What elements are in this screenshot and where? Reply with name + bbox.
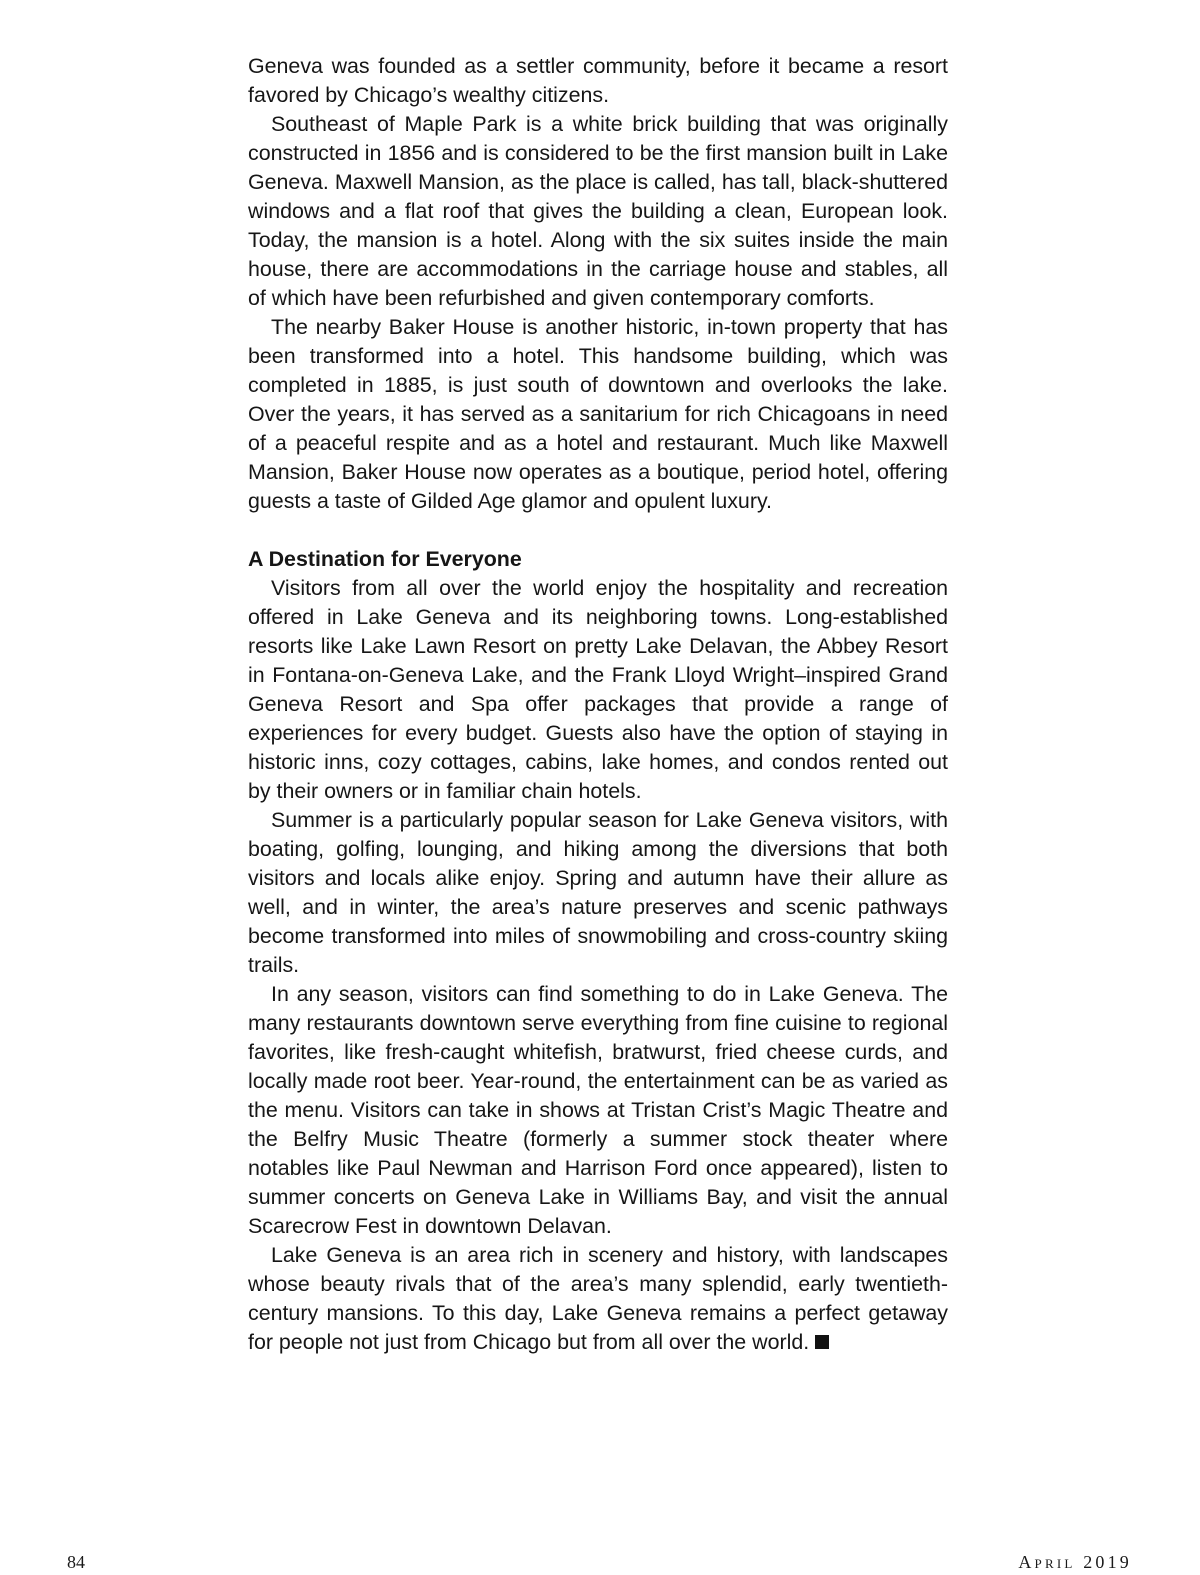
paragraph-continued: Geneva was founded as a settler community, before it became a resort favored by Chicago’s wealthy citizens.	[248, 54, 948, 107]
closing-text: Lake Geneva is an area rich in scenery and history, with landscapes whose beauty rivals that of the area’s many splendid, early twentieth-century mansions. To this day, Lake Geneva remains a perfect getaway for people not just from Chicago but from all over the world.	[248, 1243, 948, 1354]
page-number: 84	[67, 1552, 85, 1572]
issue-date: April 2019	[1018, 1552, 1132, 1572]
section-heading: A Destination for Everyone	[248, 547, 522, 571]
paragraph-visitors: Visitors from all over the world enjoy the hospitality and recreation offered in Lake Geneva and its neighboring towns. Long-established resorts like Lake Lawn Resort on pretty Lake Delavan, the Abbey Resort in Fontana-on-Geneva Lake, and the Frank Lloyd Wright–inspired Grand Geneva Resort and Spa offer packages that provide a range of experiences for every budget. Guests also have the option of staying in historic inns, cozy cottages, cabins, lake homes, and condos rented out by their owners or in familiar chain hotels.	[248, 576, 948, 803]
end-of-article-square-icon	[815, 1335, 829, 1349]
paragraph-closing	[248, 1241, 948, 1357]
paragraph-summer: Summer is a particularly popular season for Lake Geneva visitors, with boating, golfing, lounging, and hiking among the diversions that both visitors and locals alike enjoy. Spring and autumn have their allure as well, and in winter, the area’s nature preserves and scenic pathways become transformed into miles of snowmobiling and cross-country skiing trails.	[248, 808, 948, 977]
paragraph-maxwell-mansion: Southeast of Maple Park is a white brick building that was originally constructed in 1856 and is considered to be the first mansion built in Lake Geneva. Maxwell Mansion, as the place is called, has tall, black-shuttered windows and a flat roof that gives the building a clean, European look. Today, the mansion is a hotel. Along with the six suites inside the main house, there are accommodations in the carriage house and stables, all of which have been refurbished and given contemporary comforts.	[248, 112, 948, 310]
paragraph-any-season: In any season, visitors can find something to do in Lake Geneva. The many restaurants downtown serve everything from fine cuisine to regional favorites, like fresh-caught whitefish, bratwurst, fried cheese curds, and locally made root beer. Year-round, the entertainment can be as varied as the menu. Visitors can take in shows at Tristan Crist’s Magic Theatre and the Belfry Music Theatre (formerly a summer stock theater where notables like Paul Newman and Harrison Ford once appeared), listen to summer concerts on Geneva Lake in Williams Bay, and visit the annual Scarecrow Fest in downtown Delavan.	[248, 982, 948, 1238]
article-body	[248, 52, 948, 1357]
paragraph-baker-house: The nearby Baker House is another historic, in-town property that has been transformed into a hotel. This handsome building, which was completed in 1885, is just south of downtown and overlooks the lake. Over the years, it has served as a sanitarium for rich Chicagoans in need of a peaceful respite and as a hotel and restaurant. Much like Maxwell Mansion, Baker House now operates as a boutique, period hotel, offering guests a taste of Gilded Age glamor and opulent luxury.	[248, 315, 948, 513]
